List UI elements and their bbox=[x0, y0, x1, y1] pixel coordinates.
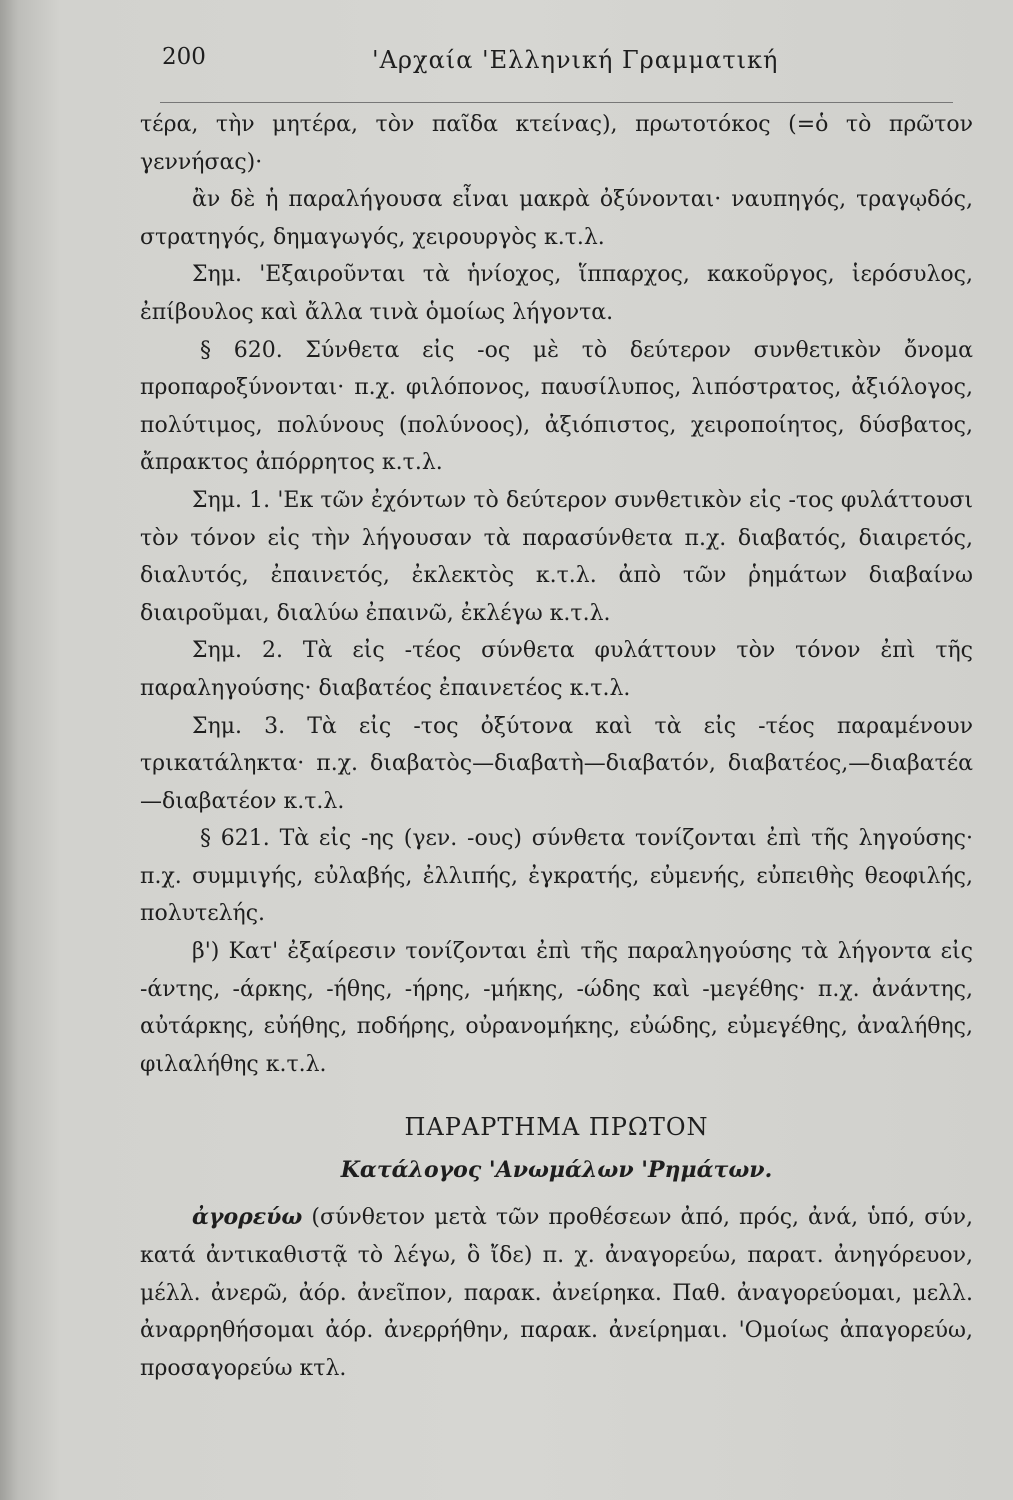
note-3: Σημ. 3. Τὰ εἰς -τος ὀξύτονα καὶ τὰ εἰς -τέος παραμένουν τρικατάληκτα· π.χ. διαβατὸς—διαβατὴ—διαβατόν, διαβατέος,—διαβατέα—διαβατέον κ.τ.λ. bbox=[140, 713, 973, 814]
paragraph-beta-exceptions: β') Κατ' ἐξαίρεσιν τονίζονται ἐπὶ τῆς παραληγούσης τὰ λήγοντα εἰς -άντης, -άρκης, -ήθης, -ήρης, -μήκης, -ώδης καὶ -μεγέθης· π.χ. ἀνάντης, αὐτάρκης, εὐήθης, ποδήρης, οὐρανομήκης, εὐώδης, εὐμεγέθης, ἀναλήθης, φιλαλήθης κ.τ.λ. bbox=[140, 939, 973, 1077]
note-exceptions: Σημ. 'Εξαιροῦνται τὰ ἡνίοχος, ἵππαρχος, κακοῦργος, ἱερόσυλος, ἐπίβουλος καὶ ἄλλα τινὰ ὁμοίως λήγοντα. bbox=[140, 262, 973, 325]
paragraph-long-penult: ἂν δὲ ἡ παραλήγουσα εἶναι μακρὰ ὀξύνονται· ναυπηγός, τραγῳδός, στρατηγός, δημαγωγός, χειρουργὸς κ.τ.λ. bbox=[140, 187, 973, 250]
page-header bbox=[140, 40, 973, 106]
paragraph-continuation: τέρα, τὴν μητέρα, τὸν παῖδα κτείνας), πρωτοτόκος (=ὁ τὸ πρῶτον γεννήσας)· bbox=[140, 112, 973, 175]
entry-text: (σύνθετον μετὰ τῶν προθέσεων ἀπό, πρός, ἀνά, ὑπό, σύν, κατά ἀντικαθιστᾷ τὸ λέγω, ὃ ἴδε) π. χ. ἀναγορεύω, παρατ. ἀνηγόρευον, μέλλ. ἀνερῶ, ἀόρ. ἀνεῖπον, παρακ. ἀνείρηκα. Παθ. ἀναγορεύομαι, μελλ. ἀναρρηθήσομαι ἀόρ. ἀνερρήθην, παρακ. ἀνείρημαι. 'Ομοίως ἀπαγορεύω, προσαγορεύω κτλ. bbox=[140, 1205, 973, 1381]
entry-headword: ἀγορεύω bbox=[192, 1204, 303, 1231]
page-number: 200 bbox=[162, 44, 206, 70]
note-2: Σημ. 2. Τὰ εἰς -τέος σύνθετα φυλάττουν τὸν τόνον ἐπὶ τῆς παραληγούσης· διαβατέος ἐπαινετέος κ.τ.λ. bbox=[140, 638, 973, 701]
appendix-subtitle: Κατάλογος 'Ανωμάλων 'Ρημάτων. bbox=[340, 1157, 773, 1184]
section-621: § 621. Τὰ εἰς -ης (γεν. -ους) σύνθετα τονίζονται ἐπὶ τῆς ληγούσης· π.χ. συμμιγής, εὐλαβής, ἐλλιπής, ἐγκρατής, εὐμενής, εὐπειθὴς θεοφιλής, πολυτελής. bbox=[140, 826, 973, 927]
section-620: § 620. Σύνθετα εἰς -ος μὲ τὸ δεύτερον συνθετικὸν ὄνομα προπαροξύνονται· π.χ. φιλόπονος, παυσίλυπος, λιπόστρατος, ἀξιόλογος, πολύτιμος, πολύνους (πολύνοος), ἀξιόπιστος, χειροποίητος, δύσβατος, ἄπρακτος ἀπόρρητος κ.τ.λ. bbox=[140, 337, 973, 476]
note-1: Σημ. 1. 'Εκ τῶν ἐχόντων τὸ δεύτερον συνθετικὸν εἰς -τος φυλάττουσι τὸν τόνον εἰς τὴν λήγουσαν τὰ παρασύνθετα π.χ. διαβατός, διαιρετός, διαλυτός, ἐπαινετός, ἐκλεκτὸς κ.τ.λ. ἀπὸ τῶν ῥημάτων διαβαίνω διαιροῦμαι, διαλύω ἐπαινῶ, ἐκλέγω κ.τ.λ. bbox=[140, 487, 973, 626]
appendix-title: ΠΑΡΑΡΤΗΜΑ ΠΡΩΤΟΝ bbox=[404, 1113, 709, 1142]
running-title: 'Αρχαία 'Ελληνική Γραμματική bbox=[372, 46, 779, 74]
main-text bbox=[140, 106, 973, 1387]
header-rule bbox=[160, 102, 953, 103]
verb-entry-agoreuo bbox=[140, 1199, 973, 1387]
